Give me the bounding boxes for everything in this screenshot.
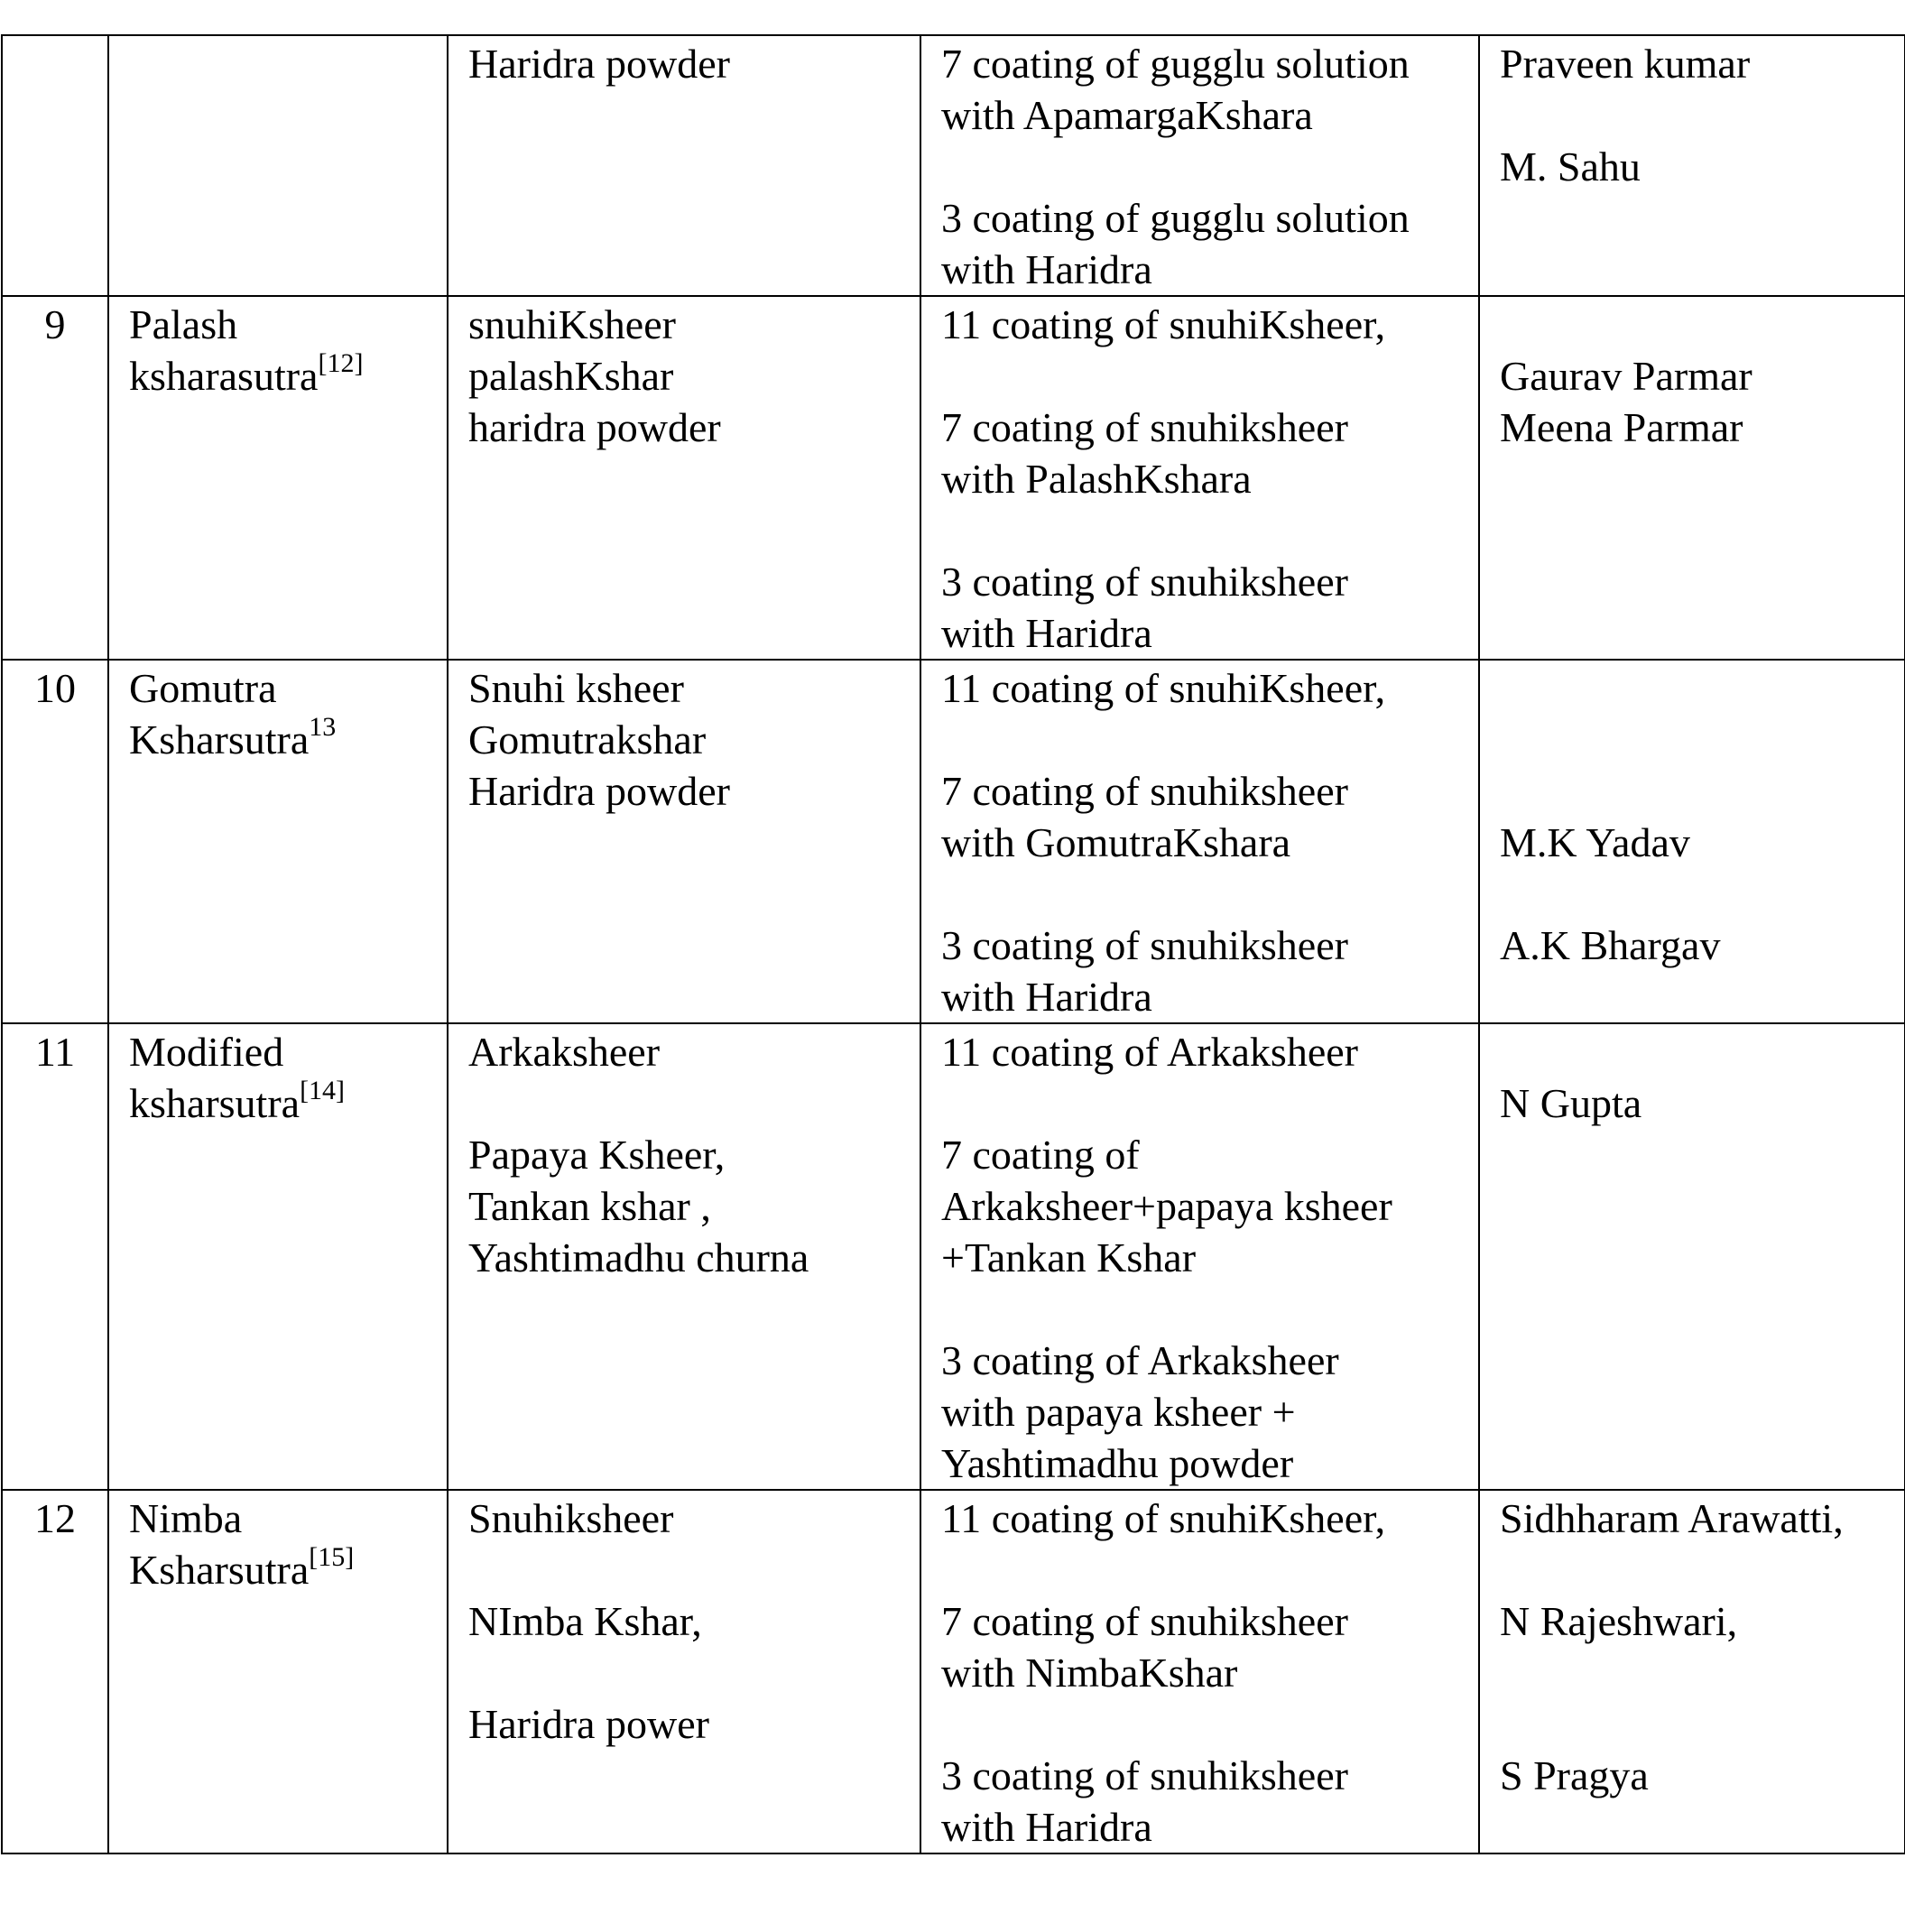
cell-ingredients (448, 1490, 920, 1853)
ingredient-line (468, 1544, 900, 1595)
author-line: N Rajeshwari, (1500, 1598, 1738, 1644)
name-text: Nimba (129, 1495, 243, 1541)
ingredient-line (468, 1077, 900, 1129)
ingredient-line: palashKshar (468, 353, 674, 399)
name-text: Modified (129, 1029, 284, 1075)
method-line: +Tankan Kshar (941, 1234, 1197, 1280)
ingredient-line (468, 1647, 900, 1698)
method-line: 7 coating of gugglu solution (941, 41, 1410, 87)
author-line (1500, 662, 1884, 714)
method-line (941, 1077, 1458, 1129)
serial-number: 11 (34, 1029, 76, 1075)
serial-number: 9 (44, 301, 66, 347)
method-line: 7 coating of snuhiksheer (941, 768, 1348, 814)
reference-superscript: [15] (309, 1542, 355, 1572)
method-line (941, 141, 1458, 192)
name-line (129, 1026, 427, 1077)
table-row (2, 35, 1905, 296)
method-line: 3 coating of snuhiksheer (941, 559, 1348, 605)
ingredient-line: Arkaksheer (468, 1029, 661, 1075)
method-line: with Haridra (941, 1804, 1152, 1850)
name-line (129, 350, 427, 402)
name-line (129, 1077, 427, 1129)
reference-superscript: [14] (300, 1076, 346, 1105)
cell-serial-number (2, 1023, 108, 1490)
reference-superscript: 13 (309, 712, 337, 742)
ingredient-line: Snuhiksheer (468, 1495, 674, 1541)
author-line: Sidhharam Arawatti, (1500, 1495, 1844, 1541)
method-line: with Haridra (941, 974, 1152, 1020)
ingredient-line: Tankan kshar , (468, 1183, 711, 1229)
method-line (941, 504, 1458, 556)
name-text: Gomutra (129, 665, 277, 711)
table-row (2, 296, 1905, 660)
method-line: with NimbaKshar (941, 1650, 1238, 1696)
cell-ingredients (448, 35, 920, 296)
author-line: N Gupta (1500, 1080, 1642, 1126)
cell-ingredients (448, 296, 920, 660)
method-line: with PalashKshara (941, 456, 1252, 502)
author-line: M.K Yadav (1500, 819, 1690, 865)
author-line (1500, 1698, 1884, 1750)
cell-authors (1479, 1023, 1905, 1490)
method-line: 11 coating of Arkaksheer (941, 1029, 1358, 1075)
ingredient-line: Snuhi ksheer (468, 665, 684, 711)
ingredient-line: snuhiKsheer (468, 301, 676, 347)
method-line: 7 coating of snuhiksheer (941, 404, 1348, 450)
author-line (1500, 1647, 1884, 1698)
method-line (941, 714, 1458, 765)
method-line: 3 coating of Arkaksheer (941, 1337, 1339, 1383)
cell-ingredients (448, 1023, 920, 1490)
ingredient-line: haridra powder (468, 404, 721, 450)
author-line: A.K Bhargav (1500, 922, 1721, 968)
method-line: 11 coating of snuhiKsheer, (941, 301, 1386, 347)
method-line: 3 coating of snuhiksheer (941, 922, 1348, 968)
author-line: S Pragya (1500, 1752, 1649, 1798)
cell-authors (1479, 35, 1905, 296)
author-line: Gaurav Parmar (1500, 353, 1752, 399)
cell-authors (1479, 296, 1905, 660)
name-line (129, 1493, 427, 1544)
method-line: 3 coating of snuhiksheer (941, 1752, 1348, 1798)
author-line (1500, 714, 1884, 765)
cell-ksharsutra-name (108, 296, 448, 660)
ingredient-line: Haridra powder (468, 768, 730, 814)
cell-ksharsutra-name (108, 660, 448, 1023)
table-row (2, 660, 1905, 1023)
cell-ksharsutra-name (108, 1023, 448, 1490)
method-line: with ApamargaKshara (941, 92, 1313, 138)
cell-coating-method (920, 1490, 1479, 1853)
cell-ingredients (448, 660, 920, 1023)
author-line (1500, 299, 1884, 350)
table-body (2, 35, 1905, 1853)
method-line (941, 1544, 1458, 1595)
cell-ksharsutra-name (108, 35, 448, 296)
cell-coating-method (920, 1023, 1479, 1490)
ingredient-line: Gomutrakshar (468, 716, 707, 763)
cell-serial-number (2, 35, 108, 296)
cell-ksharsutra-name (108, 1490, 448, 1853)
method-line: 11 coating of snuhiKsheer, (941, 1495, 1386, 1541)
method-line: Yashtimadhu powder (941, 1440, 1294, 1486)
serial-number: 12 (34, 1495, 76, 1541)
ingredient-line: NImba Kshar, (468, 1598, 702, 1644)
author-line: Meena Parmar (1500, 404, 1743, 450)
method-line: 3 coating of gugglu solution (941, 195, 1410, 241)
name-text: ksharsutra (129, 1080, 301, 1126)
author-line: M. Sahu (1500, 143, 1641, 190)
method-line: 7 coating of snuhiksheer (941, 1598, 1348, 1644)
ingredient-line: Haridra powder (468, 41, 730, 87)
method-line: Arkaksheer+papaya ksheer (941, 1183, 1392, 1229)
method-line: with Haridra (941, 246, 1152, 292)
method-line (941, 868, 1458, 920)
name-line (129, 662, 427, 714)
method-line: with Haridra (941, 610, 1152, 656)
ingredient-line: Papaya Ksheer, (468, 1132, 726, 1178)
name-text: ksharasutra (129, 353, 319, 399)
serial-number (23, 38, 88, 89)
cell-coating-method (920, 296, 1479, 660)
method-line (941, 1698, 1458, 1750)
method-line: with papaya ksheer + (941, 1389, 1296, 1435)
author-line (1500, 89, 1884, 141)
author-line (1500, 1026, 1884, 1077)
ingredient-line: Yashtimadhu churna (468, 1234, 809, 1280)
name-text: Ksharsutra (129, 716, 310, 763)
ingredient-line: Haridra power (468, 1701, 709, 1747)
author-line (1500, 1544, 1884, 1595)
author-line (1500, 765, 1884, 817)
cell-serial-number (2, 296, 108, 660)
author-line: Praveen kumar (1500, 41, 1751, 87)
serial-number: 10 (34, 665, 76, 711)
reference-superscript: [12] (318, 348, 364, 378)
table-row (2, 1490, 1905, 1853)
method-line: 7 coating of (941, 1132, 1140, 1178)
name-line (129, 1544, 427, 1595)
table-row (2, 1023, 1905, 1490)
cell-authors (1479, 660, 1905, 1023)
name-line (129, 714, 427, 765)
method-line: with GomutraKshara (941, 819, 1291, 865)
cell-authors (1479, 1490, 1905, 1853)
method-line (941, 1283, 1458, 1335)
method-line: 11 coating of snuhiKsheer, (941, 665, 1386, 711)
name-text: Ksharsutra (129, 1547, 310, 1593)
cell-serial-number (2, 660, 108, 1023)
ksharsutra-table (1, 34, 1905, 1854)
cell-serial-number (2, 1490, 108, 1853)
cell-coating-method (920, 660, 1479, 1023)
author-line (1500, 868, 1884, 920)
name-text: Palash (129, 301, 238, 347)
cell-coating-method (920, 35, 1479, 296)
method-line (941, 350, 1458, 402)
name-line (129, 299, 427, 350)
